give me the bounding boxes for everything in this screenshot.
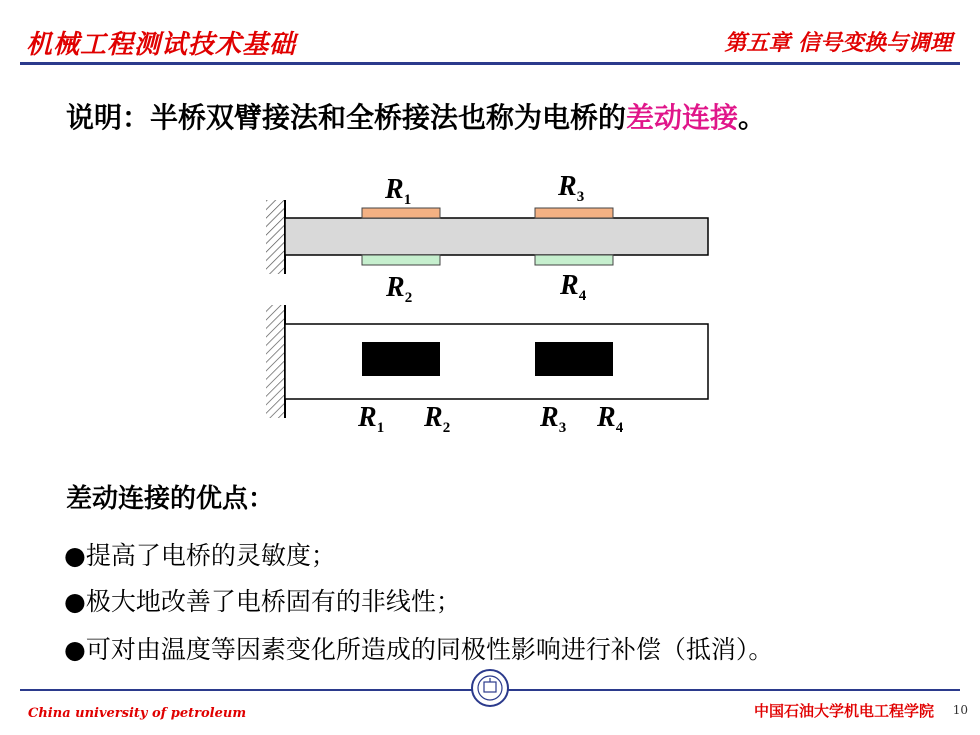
university-seal-icon bbox=[470, 668, 510, 708]
gauge-r1-r2-block bbox=[362, 342, 440, 376]
gauge-r3-r4-block bbox=[535, 342, 613, 376]
advantage-item-1: ●提高了电桥的灵敏度； bbox=[64, 541, 336, 570]
bottom-beam bbox=[285, 324, 708, 399]
top-beam bbox=[285, 218, 708, 255]
advantages-title: 差动连接的优点： bbox=[66, 484, 275, 514]
gauge-r1-top bbox=[362, 208, 440, 218]
label-r2-bottom: $R_2$ bbox=[424, 402, 451, 436]
label-r2-top: $R_2$ bbox=[386, 272, 413, 306]
top-beam-group bbox=[266, 171, 708, 306]
chapter-title: 第五章 信号变换与调理 bbox=[724, 30, 952, 56]
label-r1-top: $R_1$ bbox=[385, 174, 412, 208]
bottom-beam-group bbox=[266, 305, 708, 436]
advantage-item-3: ●可对由温度等因素变化所造成的同极性影响进行补偿（抵消）。 bbox=[64, 635, 774, 664]
label-r3-top: $R_3$ bbox=[558, 171, 585, 205]
top-wall-hatch bbox=[266, 200, 284, 274]
label-r4-bottom: $R_4$ bbox=[597, 402, 624, 436]
explanation-suffix: 。 bbox=[738, 101, 767, 134]
gauge-r2-bottom bbox=[362, 255, 440, 265]
advantage-item-2: ●极大地改善了电桥固有的非线性； bbox=[64, 587, 461, 616]
gauge-r4-bottom bbox=[535, 255, 613, 265]
label-r4-top: $R_4$ bbox=[560, 270, 587, 304]
label-r3-bottom: $R_3$ bbox=[540, 402, 567, 436]
college-chinese-name: 中国石油大学机电工程学院 bbox=[753, 702, 934, 720]
page-number: 10 bbox=[952, 703, 968, 717]
course-title: 机械工程测试技术基础 bbox=[26, 30, 297, 60]
bottom-wall-hatch bbox=[266, 305, 284, 418]
explanation-prefix: 说明：半桥双臂接法和全桥接法也称为电桥的 bbox=[66, 101, 627, 134]
university-english-name: China university of petroleum bbox=[28, 706, 247, 721]
label-r1-bottom: $R_1$ bbox=[358, 402, 385, 436]
gauge-r3-top bbox=[535, 208, 613, 218]
explanation-highlight: 差动连接 bbox=[626, 101, 739, 134]
